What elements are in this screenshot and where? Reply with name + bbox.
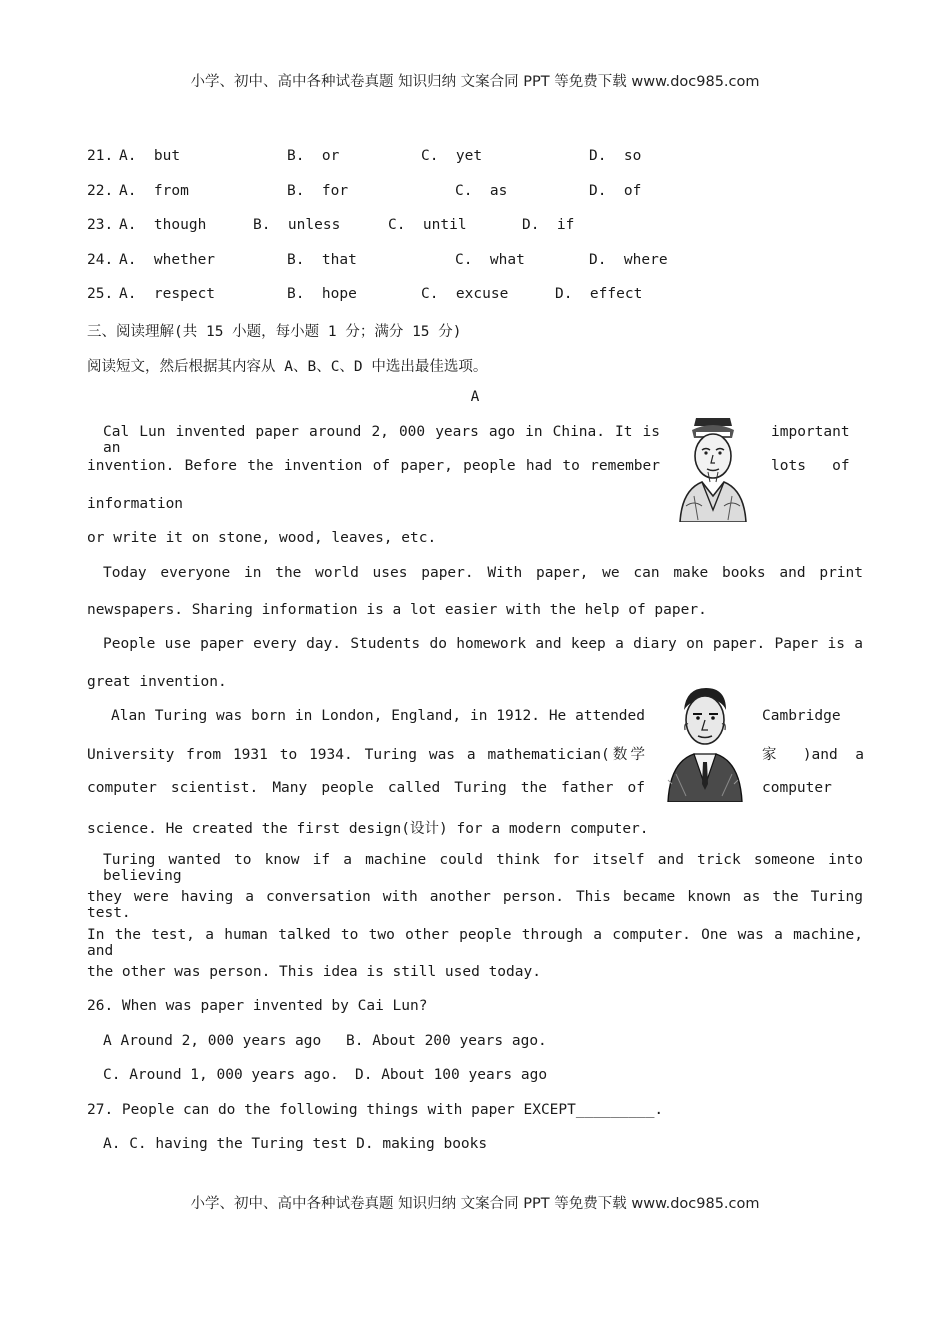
option-a: A. respect	[119, 286, 216, 302]
option-b: B. that	[287, 252, 357, 268]
option-b: B. or	[287, 148, 340, 164]
option-c: C. until	[388, 217, 467, 233]
option-d: D. if	[522, 217, 575, 233]
option-d: D. where	[589, 252, 668, 268]
q26-option-b: B. About 200 years ago.	[346, 1033, 547, 1049]
passage-line: People use paper every day. Students do homework and keep a diary on paper. Paper is a	[103, 636, 863, 652]
passage-line: Alan Turing was born in London, England, in 1912. He attended	[111, 708, 645, 724]
passage-line: they were having a conversation with another person. This became known as the Turing test.	[87, 889, 863, 921]
passage-line: or write it on stone, wood, leaves, etc.	[87, 530, 437, 546]
option-c: C. excuse	[421, 286, 509, 302]
cai-lun-portrait	[672, 410, 754, 522]
option-a: A. from	[119, 183, 189, 199]
option-c: C. what	[455, 252, 525, 268]
question-27: 27. People can do the following things with paper EXCEPT_________.	[87, 1102, 664, 1118]
question-26: 26. When was paper invented by Cai Lun?	[87, 998, 428, 1014]
passage-line-right: lots of	[771, 458, 850, 474]
alan-turing-portrait	[664, 680, 744, 802]
page-header: 小学、初中、高中各种试卷真题 知识归纳 文案合同 PPT 等免费下载 www.doc985.com	[190, 74, 760, 90]
option-a: A. though	[119, 217, 207, 233]
option-c: C. yet	[421, 148, 483, 164]
option-b: B. unless	[253, 217, 341, 233]
passage-line: Turing wanted to know if a machine could think for itself and trick someone into believing	[103, 852, 863, 884]
passage-line: University from 1931 to 1934. Turing was a mathematician(数学	[87, 747, 645, 763]
option-d: D. effect	[555, 286, 643, 302]
option-a: A. whether	[119, 252, 216, 268]
passage-line: information	[87, 496, 184, 512]
section-heading: 三、阅读理解(共 15 小题，每小题 1 分；满分 15 分)	[87, 324, 462, 340]
passage-line-right: 家 )and a	[762, 747, 864, 763]
question-number: 24.	[87, 252, 114, 268]
option-d: D. of	[589, 183, 642, 199]
passage-line-right: important	[771, 424, 850, 440]
option-b: B. hope	[287, 286, 357, 302]
section-instruction: 阅读短文，然后根据其内容从 A、B、C、D 中选出最佳选项。	[87, 359, 488, 375]
question-number: 21.	[87, 148, 114, 164]
passage-line: Cal Lun invented paper around 2, 000 years ago in China. It is an	[103, 424, 660, 456]
passage-line-right: Cambridge	[762, 708, 841, 724]
passage-label: A	[470, 389, 480, 405]
passage-line: In the test, a human talked to two other people through a computer. One was a machine, and	[87, 927, 863, 959]
q26-option-c: C. Around 1, 000 years ago.	[103, 1067, 339, 1083]
passage-line: great invention.	[87, 674, 227, 690]
passage-line: Today everyone in the world uses paper. With paper, we can make books and print	[103, 565, 863, 581]
passage-line: the other was person. This idea is still used today.	[87, 964, 541, 980]
q26-option-d: D. About 100 years ago	[355, 1067, 548, 1083]
passage-line: newspapers. Sharing information is a lot easier with the help of paper.	[87, 602, 707, 618]
question-number: 23.	[87, 217, 114, 233]
passage-line-right: computer	[762, 780, 832, 796]
option-d: D. so	[589, 148, 642, 164]
q26-option-a: A Around 2, 000 years ago	[103, 1033, 322, 1049]
option-b: B. for	[287, 183, 349, 199]
option-c: C. as	[455, 183, 508, 199]
passage-line: computer scientist. Many people called Turing the father of	[87, 780, 645, 796]
question-number: 22.	[87, 183, 114, 199]
q27-options: A. C. having the Turing test D. making books	[103, 1136, 488, 1152]
option-a: A. but	[119, 148, 181, 164]
page-footer: 小学、初中、高中各种试卷真题 知识归纳 文案合同 PPT 等免费下载 www.doc985.com	[190, 1196, 760, 1212]
question-number: 25.	[87, 286, 114, 302]
passage-line: science. He created the first design(设计) for a modern computer.	[87, 821, 649, 837]
passage-line: invention. Before the invention of paper, people had to remember	[87, 458, 660, 474]
